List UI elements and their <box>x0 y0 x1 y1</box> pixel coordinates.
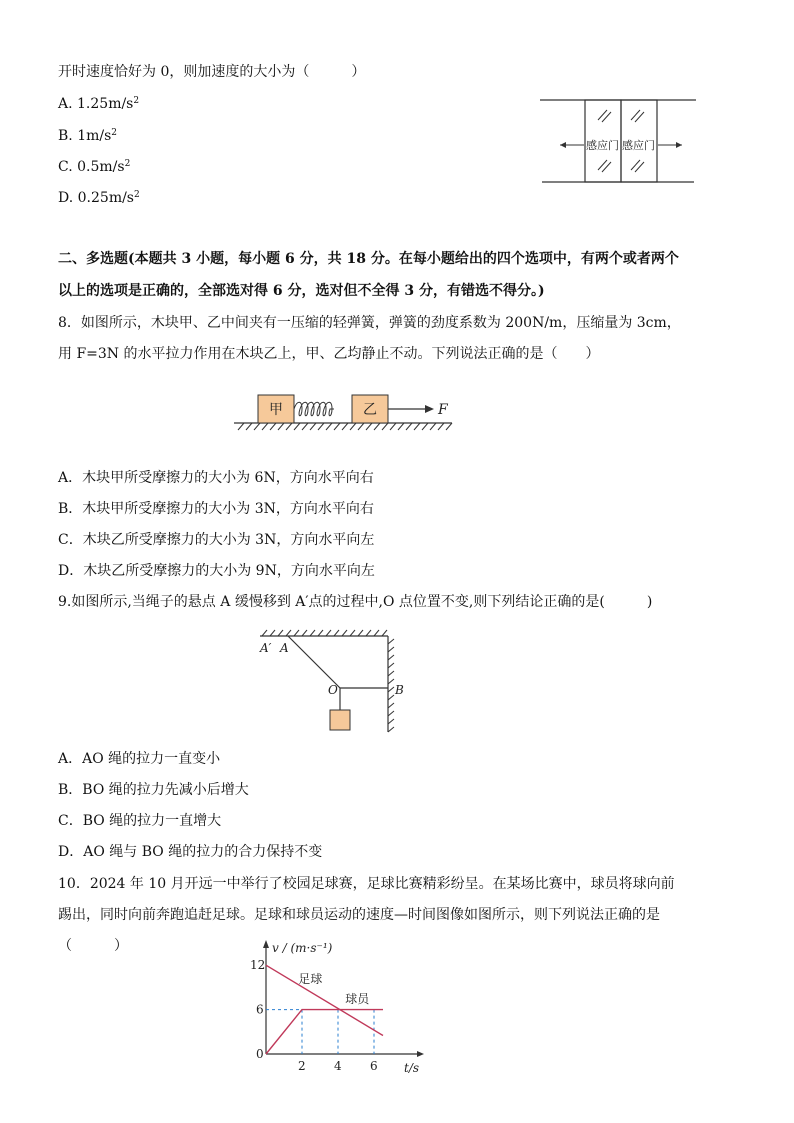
option-exponent: 2 <box>111 128 118 138</box>
label-a-prime: A′ <box>260 641 272 655</box>
spring <box>294 402 334 416</box>
q10-stem-line3: （ ） <box>58 938 128 954</box>
vt-chart <box>240 940 440 1074</box>
x-axis-label: t/s <box>404 1061 420 1075</box>
option-letter: A. <box>58 96 78 112</box>
label-o: O <box>328 683 338 697</box>
option-value: 0.25m/s <box>77 190 134 206</box>
q8-figure <box>230 392 460 436</box>
option-exponent: 2 <box>133 96 140 106</box>
q7-figure <box>538 96 700 186</box>
q7-option-a <box>58 94 139 114</box>
q8-option-a: A．木块甲所受摩擦力的大小为 6N，方向水平向右 <box>58 470 374 486</box>
q9-option-c: C．BO 绳的拉力一直增大 <box>58 813 222 829</box>
section2-heading-line2: 以上的选项是正确的，全部选对得 6 分，选对但不全得 3 分，有错选不得分。) <box>58 283 545 299</box>
q9-option-d: D．AO 绳与 BO 绳的拉力的合力保持不变 <box>58 844 323 860</box>
x-tick-2: 2 <box>298 1059 306 1073</box>
label-a: A <box>280 641 289 655</box>
option-value: 1.25m/s <box>77 96 134 112</box>
q9-option-b: B．BO 绳的拉力先减小后增大 <box>58 782 249 798</box>
y-axis-label: v / (m·s⁻¹) <box>272 941 333 955</box>
label-b: B <box>395 683 404 697</box>
option-value: 1m/s <box>77 128 112 144</box>
series-label-ball: 足球 <box>298 971 323 986</box>
q7-option-c <box>58 157 130 177</box>
q10-stem-line1: 10．2024 年 10 月开远一中举行了校园足球赛，足球比赛精彩纷呈。在某场比赛中，球员将球向前 <box>58 876 675 892</box>
x-axis-arrow <box>417 1051 424 1057</box>
y-tick-6: 6 <box>256 1002 264 1017</box>
y-tick-12: 12 <box>250 958 266 973</box>
q8-stem-line1: 8．如图所示，木块甲、乙中间夹有一压缩的轻弹簧，弹簧的劲度系数为 200N/m，压缩量为 3cm， <box>58 315 681 331</box>
block-yi-label: 乙 <box>363 402 377 418</box>
door-label-right: 感应门 <box>622 139 655 152</box>
q8-option-c: C．木块乙所受摩擦力的大小为 3N，方向水平向左 <box>58 532 375 548</box>
q9-figure <box>252 626 412 736</box>
block-jia-label: 甲 <box>269 402 283 418</box>
y-axis-arrow <box>263 940 269 948</box>
series-line-player <box>266 1010 383 1054</box>
series-label-player: 球员 <box>345 991 370 1006</box>
x-tick-4: 4 <box>334 1059 342 1073</box>
door-label-left: 感应门 <box>586 139 619 152</box>
q8-option-b: B．木块甲所受摩擦力的大小为 3N，方向水平向右 <box>58 501 374 517</box>
option-letter: B. <box>58 128 78 144</box>
q7-option-d <box>58 188 140 208</box>
q9-option-a: A．AO 绳的拉力一直变小 <box>58 751 221 767</box>
option-letter: C. <box>58 159 78 175</box>
option-value: 0.5m/s <box>77 159 125 175</box>
section2-heading-line1: 二、多选题(本题共 3 小题，每小题 6 分，共 18 分。在每小题给出的四个选项中，有两个或者两个 <box>58 251 679 267</box>
option-exponent: 2 <box>134 190 140 200</box>
q10-stem-line2: 踢出，同时向前奔跑追赶足球。足球和球员运动的速度—时间图像如图所示，则下列说法正确的是 <box>58 907 660 923</box>
x-tick-6: 6 <box>370 1059 378 1073</box>
hanging-block <box>330 710 350 730</box>
q7-stem-tail: 开时速度恰好为 0，则加速度的大小为（ ） <box>58 64 366 80</box>
force-label: F <box>438 402 448 418</box>
option-letter: D. <box>58 190 78 206</box>
q9-stem: 9.如图所示,当绳子的悬点 A 缓慢移到 A′点的过程中,O 点位置不变,则下列结论正确的是( ) <box>58 594 653 610</box>
q8-option-d: D．木块乙所受摩擦力的大小为 9N，方向水平向左 <box>58 563 375 579</box>
option-exponent: 2 <box>124 159 131 169</box>
q7-option-b <box>58 126 117 146</box>
q8-stem-line2: 用 F=3N 的水平拉力作用在木块乙上，甲、乙均静止不动。下列说法正确的是（ ） <box>58 346 600 362</box>
y-tick-0: 0 <box>256 1047 264 1061</box>
